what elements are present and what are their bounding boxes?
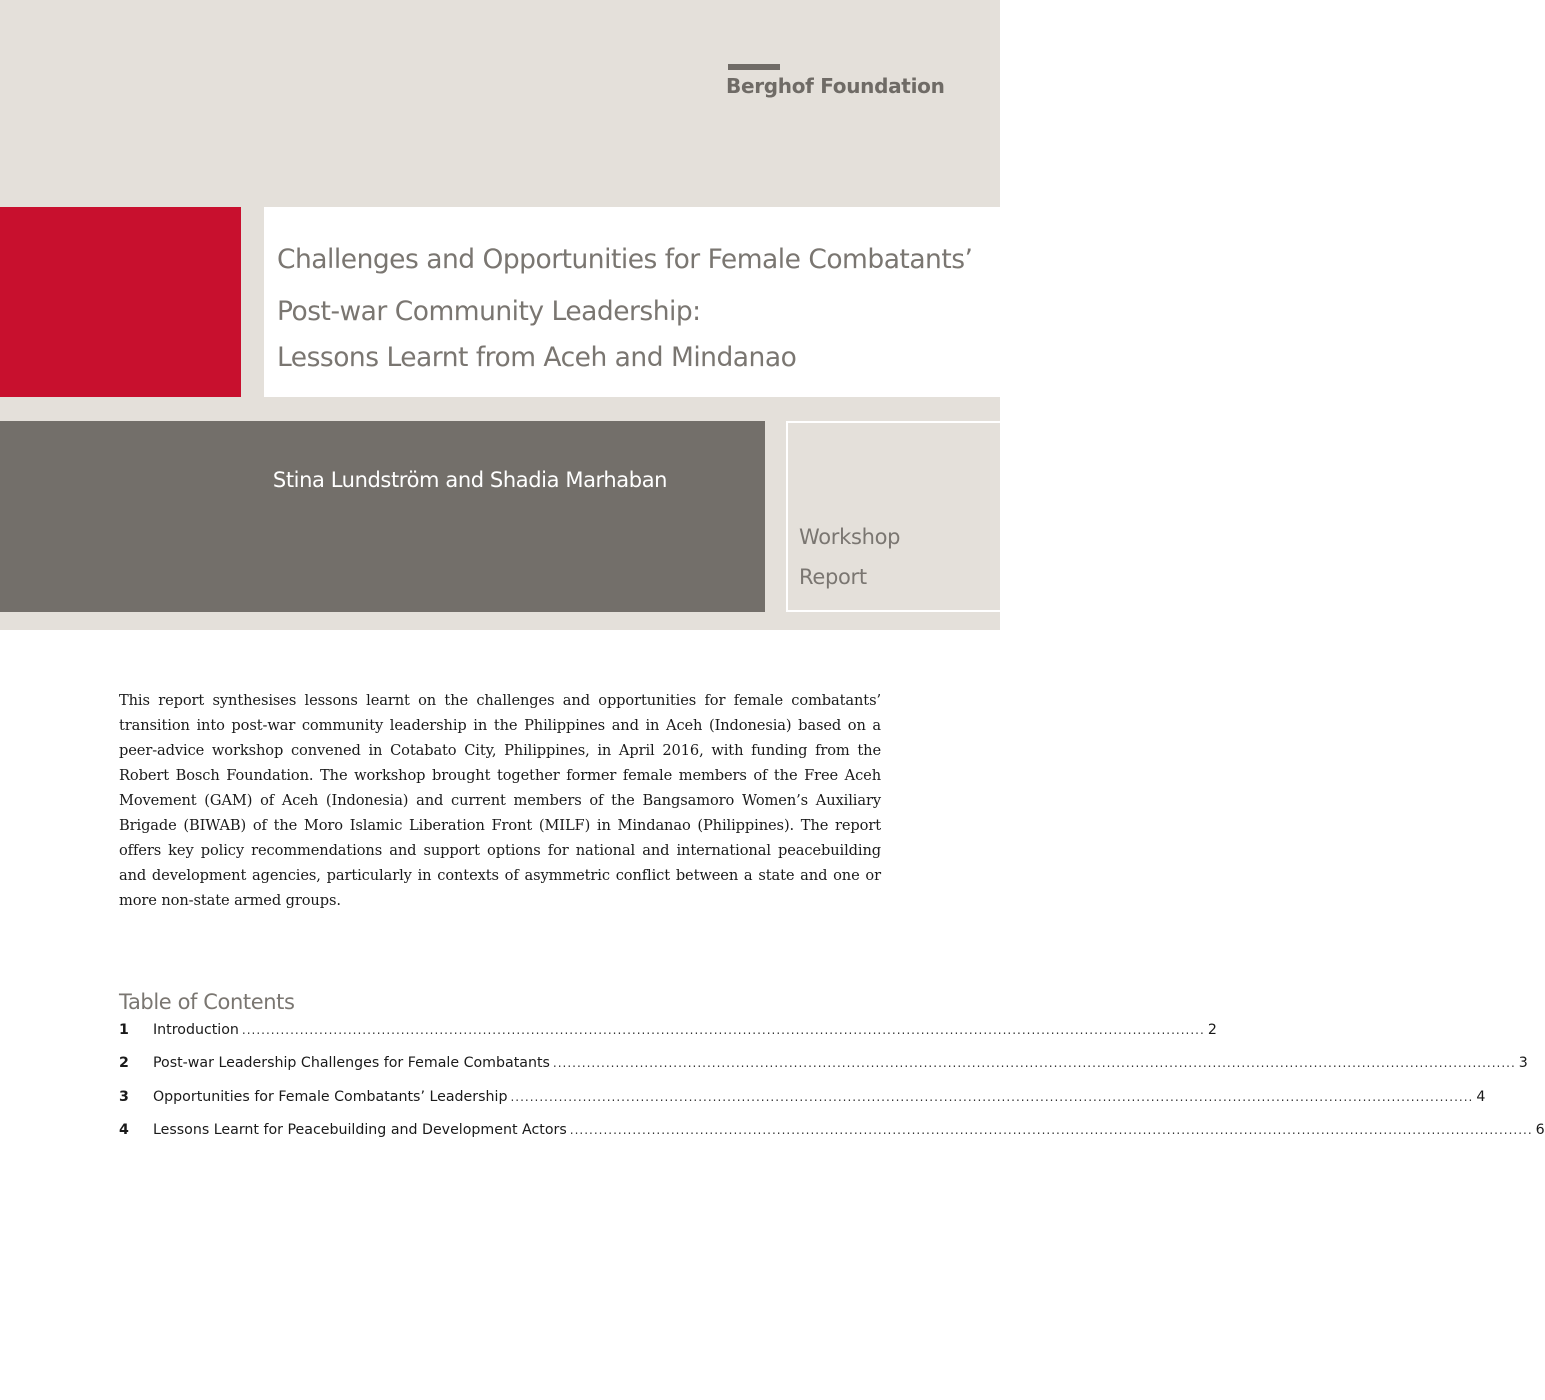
table-of-contents bbox=[119, 1022, 1545, 1155]
logo-text: Berghof Foundation bbox=[726, 74, 945, 98]
abstract-paragraph: This report synthesises lessons learnt on the challenges and opportunities for female combatants’ transition into post-war community leadership in the Philippines and in Aceh (Indonesia) based on a peer-advice workshop convened in Cotabato City, Philippines, in April 2016, with funding from the Robert Bosch Foundation. The workshop brought together former female members of the Free Aceh Movement (GAM) of Aceh (Indonesia) and current members of the Bangsamoro Women’s Auxiliary Brigade (BIWAB) of the Moro Islamic Liberation Front (MILF) in Mindanao (Philippines). The report offers key policy recommendations and support options for national and international peacebuilding and development agencies, particularly in contexts of asymmetric conflict between a state and one or more non-state armed groups. bbox=[119, 692, 881, 909]
toc-entry[interactable] bbox=[119, 1055, 1528, 1088]
logo-bar bbox=[728, 64, 780, 70]
toc-entry-number: 1 bbox=[119, 1022, 129, 1038]
toc-entry[interactable] bbox=[119, 1121, 1545, 1155]
title-box bbox=[264, 207, 1000, 397]
red-accent-block bbox=[0, 207, 241, 397]
toc-entry-page: 3 bbox=[1518, 1055, 1528, 1072]
toc-entry-number: 3 bbox=[119, 1088, 129, 1105]
cover-header-band bbox=[0, 0, 1000, 630]
report-type-box bbox=[786, 421, 1000, 612]
toc-entry-number: 2 bbox=[119, 1055, 129, 1072]
authors: Stina Lundström and Shadia Marhaban bbox=[272, 468, 668, 492]
toc-entry-number: 4 bbox=[119, 1121, 129, 1138]
toc-leader-dots: ........................................................................................................................................................................................................ bbox=[569, 1122, 1533, 1137]
berghof-foundation-logo bbox=[726, 64, 945, 98]
report-type-line-1: Workshop bbox=[799, 525, 901, 549]
toc-entry-page: 4 bbox=[1476, 1088, 1486, 1105]
toc-leader-dots: ........................................................................................................................................................................................................ bbox=[552, 1056, 1516, 1071]
author-band bbox=[0, 421, 765, 612]
toc-entry-page: 2 bbox=[1207, 1022, 1217, 1038]
toc-entry-label[interactable]: Lessons Learnt for Peacebuilding and Development Actors bbox=[153, 1121, 567, 1138]
toc-entry-page: 6 bbox=[1535, 1121, 1545, 1138]
toc-title: Table of Contents bbox=[119, 990, 295, 1014]
report-type-line-2: Report bbox=[799, 565, 867, 589]
toc-entry-label[interactable]: Post-war Leadership Challenges for Female Combatants bbox=[153, 1055, 550, 1072]
toc-entry[interactable] bbox=[119, 1022, 1217, 1055]
toc-leader-dots: ........................................................................................................................................................................................................ bbox=[241, 1023, 1205, 1037]
title-line-2: Post-war Community Leadership: bbox=[277, 295, 701, 327]
title-line-1: Challenges and Opportunities for Female Combatants’ bbox=[277, 244, 973, 275]
toc-entry-label[interactable]: Opportunities for Female Combatants’ Leadership bbox=[153, 1088, 508, 1105]
toc-entry[interactable] bbox=[119, 1088, 1486, 1122]
toc-entry-label[interactable]: Introduction bbox=[153, 1022, 239, 1038]
title-line-3: Lessons Learnt from Aceh and Mindanao bbox=[277, 342, 797, 373]
toc-leader-dots: ........................................................................................................................................................................................................ bbox=[510, 1089, 1474, 1104]
